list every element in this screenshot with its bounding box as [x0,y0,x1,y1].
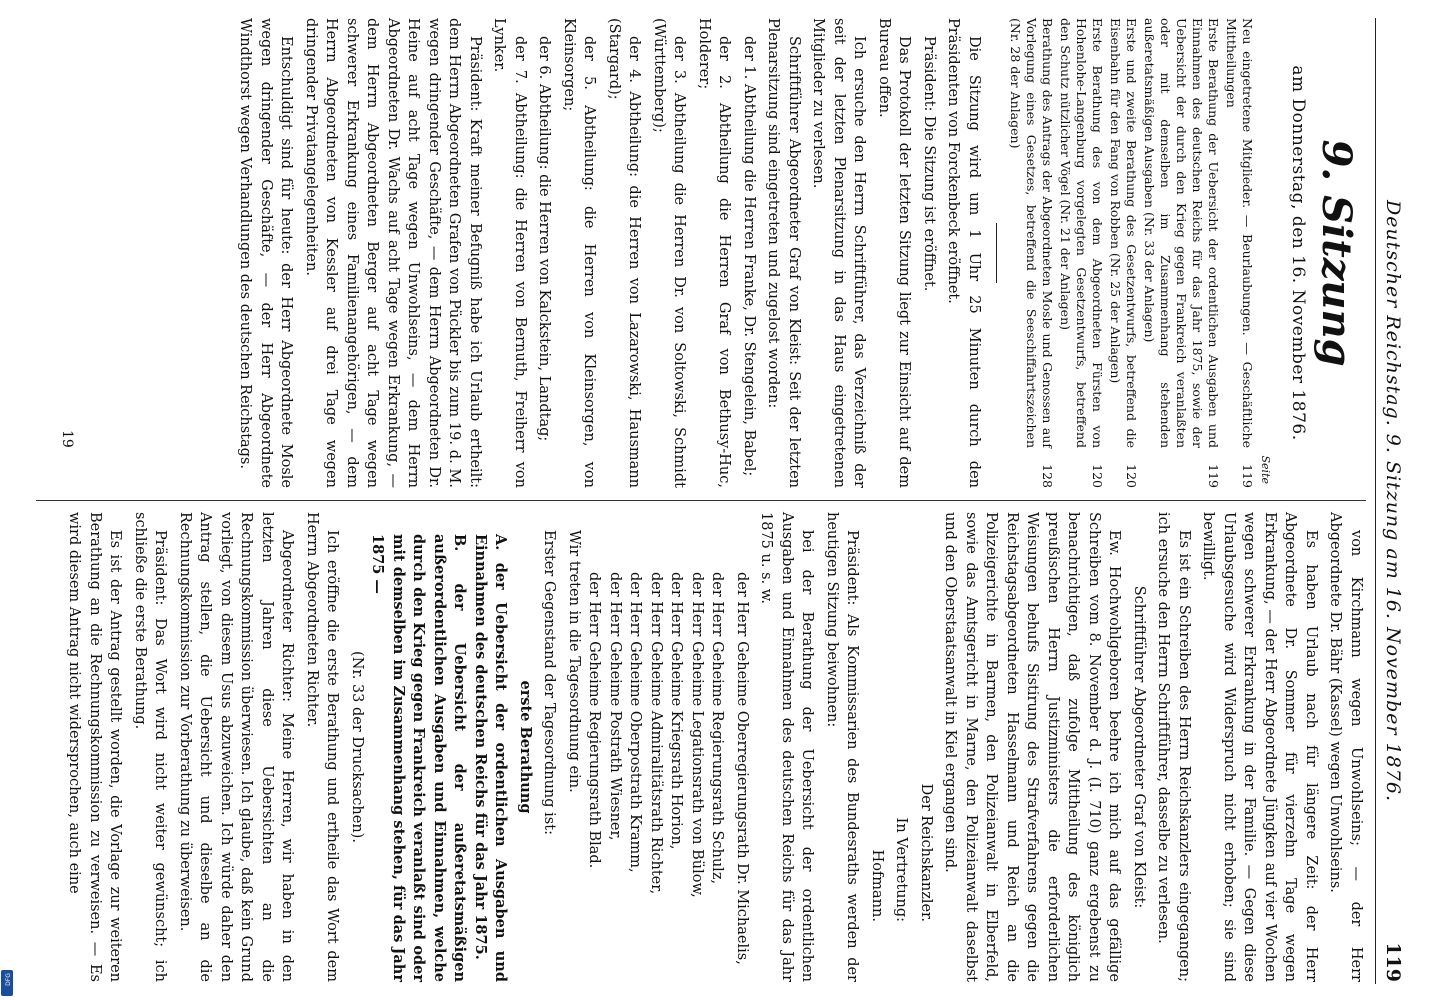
paragraph: der 7. Abtheilung: die Herren von Bernuth, Freiherr von Lynker. [491,18,528,488]
toc-item-text: Erste und zweite Berathung des Gesetzentwurfs, betreffend die Eisenbahn für den Fang von Robben (Nr. 25 der Anlagen) [1108,18,1139,448]
toc-item-text: Berathung des Antrags der Abgeordneten Mosle und Genossen auf Vorlegung eines Gesetzes, betreffend die Seeschiffahrtszeichen (Nr. 28 der Anlagen) [1008,18,1055,448]
paragraph: Abgeordneter Richter: Meine Herren, wir haben in den letzten Jahren diese Uebersichten an die Rechnungskommission überwiesen. Ich glaube, daß kein Grund vorliegt, von diesem Usus abzuweichen. Ich würde daher den Antrag stellen, die Uebersicht und dieselbe an die Rechnungskommission zur Vorberathung zu überweisen. [177,512,296,982]
paragraph: der 2. Abtheilung die Herren Graf von Bethusy-Huc, Holderer; [696,18,733,488]
commissioner-item: der Herr Geheime Kriegsrath Horion, [668,572,685,850]
paragraph: bei der Berathung der Uebersicht der ordentlichen Ausgaben und Einnahmen des deutschen Reichs für das Jahr 1875 u. s. w. [758,512,816,982]
section-rule [996,223,997,283]
toc-item-text: Erste Berathung des von dem Abgeordneten Fürsten von Hohenlohe-Langenburg vorgelegten Gesetzentwurfs, betreffend den Schutz nützlicher Vögel (Nr. 21 der Anlagen) [1058,18,1105,448]
left-column [31,18,1366,488]
toc-item-page: 128 [1040,464,1055,488]
commissioner-item: der Herr Geheime Postrath Wiesner, [607,572,623,841]
toc-item-page: 120 [1090,464,1105,488]
toc-item [1007,18,1055,488]
signature-line: Der Reichskanzler. [918,783,934,922]
session-date: am Donnerstag, den 16. November 1876. [1288,65,1308,441]
toc-seite-label: Seite [1259,455,1273,484]
paragraph: Ew. Hochwohlgeboren beehre ich mich auf das gefällige Schreiben vom 8. November d. J. (I. 710) ganz ergebenst zu benachrichtigen, daß zufolge Mittheilung des königlich preußischen Herrn Justizministers die erforderlichen Weisungen behufs Sistirung des Strafverfahrens gegen die Reichstagsabgeordneten Hasselmann und Reich an die Polizeigerichte in Barmen, den Polizeianwalt in Elberfeld, sowie das Amtsgericht in Marne, den Polizeianwalt daselbst und den Oberstaatsanwalt in Kiel ergangen sind. [942,512,1123,982]
left-body-text [235,18,984,488]
signature-line: In Vertretung: [893,817,910,922]
commissioner-list [584,512,728,982]
right-column [31,512,1366,982]
column-divider [36,500,1366,501]
table-of-contents [1007,18,1255,488]
session-title: 9. Sitzung [1313,139,1360,367]
agenda-note: (Nr. 33 der Drucksachen). [349,651,365,843]
paragraph: der 6. Abtheilung: die Herren von Kalckstein, Landtag; [536,36,553,442]
toc-item-text: Neu eingetretene Mitglieder. — Beurlaubungen. — Geschäftliche Mittheilungen [1224,18,1255,448]
toc-item-page: 119 [1240,464,1255,488]
toc-item [1223,18,1255,488]
paragraph: der 5. Abtheilung: die Herren von Kleinsorgen, von Kleinsorgen; [561,18,598,488]
dfg-logo-text: DFG [4,973,12,986]
commissioner-item: der Herr Geheime Regierungsrath Schulz, [709,572,726,885]
paragraph: Schriftführer Abgeordneter Graf von Kleist: Seit der letzten Plenarsitzung sind eingetreten und zugelost worden: [765,18,802,488]
dfg-logo [1,970,13,996]
paragraph: Die Sitzung wird um 1 Uhr 25 Minuten durch den Präsidenten von Forckenbeck eröffnet. [945,18,982,488]
digitization-credit [0,639,1,990]
paragraph: Wir treten in die Tagesordnung ein. [566,530,582,793]
paragraph: der 1. Abtheilung die Herren Franke, Dr. Stengelein, Babel; [741,36,757,477]
commissioner-item: der Herr Geheime Oberpostrath Kramm, [627,572,644,873]
paragraph: von Kirchmann wegen Unwohlseins; — der Herr Abgeordnete Dr. Bähr (Kassel) wegen Unwohlseins. [1327,512,1364,982]
page-header [1370,18,1404,984]
paragraph: Es ist der Antrag gestellt worden, die Vorlage zur weiteren Berathung an die Rechnungskommission zu verweisen. — Es wird diesem Antrag nicht widersprochen, auch eine [66,512,124,982]
commissioner-item: der Herr Geheime Regierungsrath Blad. [586,572,603,869]
toc-item-page: 119 [1206,464,1221,488]
paragraph: Präsident: Die Sitzung ist eröffnet. [921,36,937,292]
paragraph: Erster Gegenstand der Tagesordnung ist: [541,530,558,835]
paragraph: Ich ersuche den Herrn Schriftführer, das Verzeichniß der seit der letzten Plenarsitzung in das Haus eingetretenen Mitglieder zu verlesen. [810,18,868,488]
toc-item [1107,18,1139,488]
paragraph: Es haben Urlaub nach für längere Zeit: der Herr Abgeordnete Dr. Sommer für vierzehn Tage wegen Erkrankung, — der Herr Abgeordnete Jüngken auf vier Wochen wegen schwerer Erkrankung in der Familie. — Gegen diese Urlaubsgesuche wird Widerspruch nicht erhoben; sie sind bewilligt. [1200,512,1319,982]
toc-item-page: 120 [1124,464,1139,488]
agenda-item-b: B. der Uebersicht der außeretatsmäßigen außerordentlichen Ausgaben und Einnahmen, welche durch den Krieg gegen Frankreich veranlaßt sind oder mit demselben im Zusammenhang stehen, für das Jahr 1875 — [369,534,469,982]
running-title: Deutscher Reichstag. 9. Sitzung am 16. November 1876. [1382,199,1404,802]
page-number: 119 [1382,942,1404,982]
commissioner-item: der Herr Geheime Admiralitätsrath Richter, [648,572,664,895]
speaker-line: Schriftführer Abgeordneter Graf von Kleist: [1131,585,1147,909]
header-rule [1375,18,1376,984]
agenda-item-a: A. der Uebersicht der ordentlichen Ausgaben und Einnahmen des deutschen Reichs für das Jahr 1875. [472,534,510,982]
paragraph: Es ist ein Schreiben des Herrn Reichskanzlers eingegangen; ich ersuche den Herrn Schriftführer, dasselbe zu verlesen. [1155,512,1192,982]
paragraph: Präsident: Das Wort wird nicht weiter gewünscht; ich schließe die erste Berathung. [132,512,169,982]
toc-item-text: Erste Berathung der Uebersicht der ordentlichen Ausgaben und Einnahmen des deutschen Reichs für das Jahr 1875, sowie der Uebersicht der durch den Krieg gegen Frankreich veranlaßten oder mit demselben im Zusammenhang stehenden außeretatsmäßigen Ausgaben (Nr. 33 der Anlagen) [1142,18,1221,448]
commissioner-item: der Herr Geheime Legationsrath von Bülow, [689,572,705,898]
toc-item [1141,18,1221,488]
toc-item [1057,18,1105,488]
paragraph: Ich eröffne die erste Berathung und ertheile das Wort dem Herrn Abgeordneten Richter. [304,512,341,982]
side-credit [0,0,14,1000]
footer-signature-number: 19 [59,430,75,448]
paragraph: Präsident: Kraft meiner Befugniß habe ich Urlaub ertheilt: dem Herrn Abgeordneten Grafen von Pückler bis zum 19. d. M. wegen dringender Geschäfte, — dem Herrn Abgeordneten Dr. Heine auf acht Tage wegen Unwohlseins, — dem Herrn Abgeordneten Dr. Wachs auf acht Tage wegen Erkrankung, — dem Herrn Abgeordneten Berger auf acht Tage wegen schwerer Erkrankung eines Familienangehörigen, — dem Herrn Abgeordneten von Kessler auf drei Tage wegen dringender Privatangelegenheiten. [303,18,483,488]
signature-line: Hofmann. [869,849,885,922]
paragraph: Entschuldigt sind für heute: der Herr Abgeordnete Mosle wegen dringender Geschäfte, — der Herr Abgeordnete Windthorst wegen Verhandlungen des deutschen Reichstags. [237,18,295,488]
paragraph: Präsident: Als Kommissarien des Bundesraths werden der heutigen Sitzung beiwohnen: [824,512,861,982]
agenda-heading: erste Berathung [517,680,534,814]
paragraph: der 4. Abtheilung: die Herren von Lazarowski, Hausmann (Stargard); [606,18,643,488]
paragraph: Das Protokoll der letzten Sitzung liegt zur Einsicht auf dem Bureau offen. [876,18,913,488]
commissioner-lead: der Herr Geheime Oberregierungsrath Dr. Michaelis, [734,572,750,965]
paragraph: der 3. Abtheilung die Herren Dr. von Soltowski, Schmidt (Württemberg); [651,18,688,488]
